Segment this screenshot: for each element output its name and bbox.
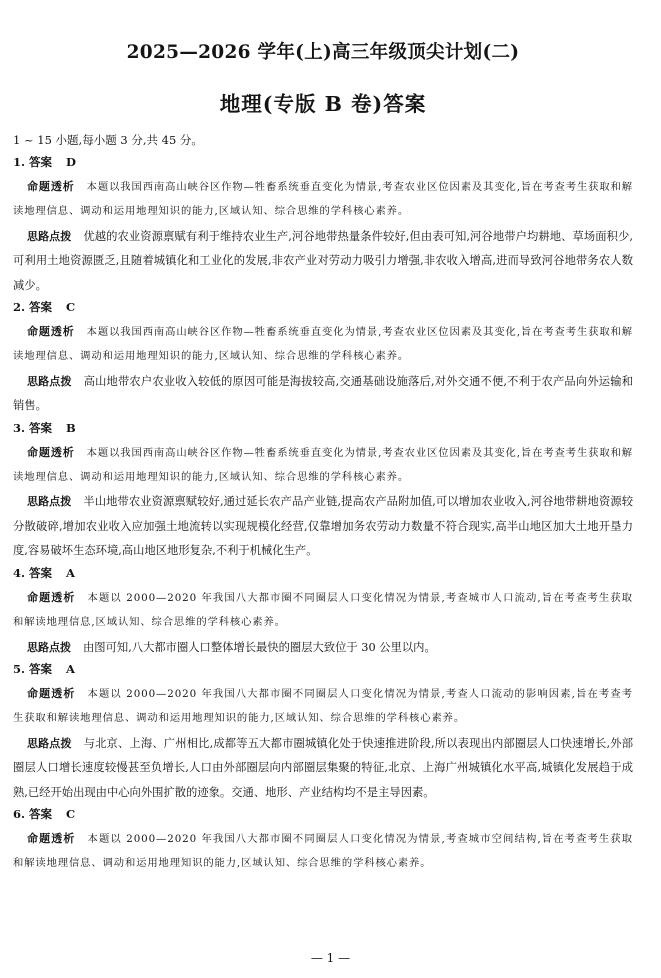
hint-paragraph: [13, 732, 633, 805]
question-number: 2.: [13, 300, 26, 315]
hint-text: 高山地带农户农业收入较低的原因可能是海拔较高,交通基础设施落后,对外交通不便,不利于农产品向外运输和销售。: [13, 374, 633, 413]
hint-paragraph: [13, 225, 633, 298]
question-number: 1.: [13, 155, 26, 169]
analysis-paragraph: [13, 586, 633, 635]
analysis-text: 本题以我国西南高山峡谷区作物—牲畜系统垂直变化为情景,考查农业区位因素及其变化,旨在考查考生获取和解读地理信息、调动和运用地理知识的能力,区域认知、综合思维的学科核心素养。: [13, 326, 633, 363]
question-number: 6.: [13, 806, 26, 821]
answer-line: [13, 565, 633, 581]
analysis-paragraph: [13, 827, 633, 876]
analysis-paragraph: [13, 175, 633, 224]
answer-line: [13, 420, 633, 436]
analysis-paragraph: [13, 682, 633, 731]
hint-paragraph: [13, 370, 633, 419]
hint-label: 思路点拨: [27, 374, 72, 388]
answer-line: [13, 299, 633, 315]
answer-label: 答案: [29, 420, 53, 435]
answer-letter: A: [66, 661, 75, 676]
answer-letter: A: [66, 565, 75, 580]
analysis-paragraph: [13, 320, 633, 369]
answer-label: 答案: [29, 565, 53, 580]
question-3: [13, 420, 633, 564]
question-number: 5.: [13, 661, 26, 676]
hint-text: 优越的农业资源禀赋有利于维持农业生产,河谷地带热量条件较好,但由表可知,河谷地带户均耕地、草场面积少,可利用土地资源匮乏,且随着城镇化和工业化的发展,非农产业对劳动力吸引力增强,非农收入增高,进而导致河谷地带务农人数减少。: [13, 229, 634, 292]
analysis-label: 命题透析: [27, 325, 75, 339]
hint-label: 思路点拨: [27, 229, 72, 243]
answer-letter: C: [66, 300, 76, 315]
question-1: [13, 154, 633, 298]
analysis-text: 本题以 2000—2020 年我国八大都市圈不同圈层人口变化情况为情景,考查人口流动的影响因素,旨在考查考生获取和解读地理信息、调动和运用地理知识的能力,区域认知、综合思维的学科核心素养。: [13, 687, 633, 725]
answer-line: [13, 154, 633, 170]
section-intro: 1 ~ 15 小题,每小题 3 分,共 45 分。: [13, 133, 203, 147]
page-subtitle: 地理(专版 B 卷)答案: [219, 92, 427, 116]
hint-paragraph: [13, 490, 633, 563]
hint-text: 与北京、上海、广州相比,成都等五大都市圈城镇化处于快速推进阶段,所以表现出内部圈层人口快速增长,外部圈层人口增长速度较慢甚至负增长,人口由外部圈层向内部圈层集聚的特征,北京、上海广州城镇化水平高,城镇化发展趋于成熟,已经开始出现由中心向外围扩散的迹象。交通、地形、产业结构均不是主导因素。: [13, 736, 633, 799]
analysis-label: 命题透析: [27, 445, 75, 459]
hint-label: 思路点拨: [27, 640, 71, 654]
hint-paragraph: [13, 636, 633, 660]
question-5: [13, 661, 633, 805]
question-number: 3.: [13, 420, 26, 435]
analysis-text: 本题以 2000—2020 年我国八大都市圈不同圈层人口变化情况为情景,考查城市空间结构,旨在考查考生获取和解读地理信息、调动和运用地理知识的能力,区域认知、综合思维的学科核心素养。: [13, 832, 633, 870]
answer-label: 答案: [29, 806, 53, 821]
answer-label: 答案: [29, 300, 53, 315]
question-2: [13, 299, 633, 419]
question-6: [13, 806, 633, 876]
analysis-label: 命题透析: [27, 180, 75, 193]
hint-text: 由图可知,八大都市圈人口整体增长最快的圈层大致位于 30 公里以内。: [83, 640, 436, 654]
analysis-label: 命题透析: [27, 590, 76, 604]
analysis-label: 命题透析: [27, 831, 76, 845]
hint-text: 半山地带农业资源禀赋较好,通过延长农产品产业链,提高农产品附加值,可以增加农业收入,河谷地带耕地资源较分散破碎,增加农业收入应加强土地流转以实现规模化经营,仅靠增加务农劳动力数量不符合现实,高半山地区加大土地开垦力度,容易破坏生态环境,高山地区地形复杂,不利于机械化生产。: [13, 495, 634, 558]
analysis-text: 本题以我国西南高山峡谷区作物—牲畜系统垂直变化为情景,考查农业区位因素及其变化,旨在考查考生获取和解读地理信息、调动和运用地理知识的能力,区域认知、综合思维的学科核心素养。: [13, 446, 633, 484]
answer-letter: D: [66, 155, 76, 169]
hint-label: 思路点拨: [27, 495, 72, 509]
answer-letter: C: [66, 806, 76, 821]
analysis-paragraph: [13, 441, 633, 490]
answer-label: 答案: [29, 661, 53, 676]
answer-line: [13, 661, 633, 677]
answer-label: 答案: [29, 155, 53, 169]
analysis-label: 命题透析: [27, 686, 76, 700]
analysis-text: 本题以我国西南高山峡谷区作物—牲畜系统垂直变化为情景,考查农业区位因素及其变化,旨在考查考生获取和解读地理信息、调动和运用地理知识的能力,区域认知、综合思维的学科核心素养。: [13, 181, 633, 218]
answer-line: [13, 806, 633, 822]
analysis-text: 本题以 2000—2020 年我国八大都市圈不同圈层人口变化情况为情景,考查城市人口流动,旨在考查考生获取和解读地理信息,区域认知、综合思维的学科核心素养。: [13, 591, 633, 629]
question-4: [13, 565, 633, 660]
answer-letter: B: [66, 420, 76, 435]
hint-label: 思路点拨: [27, 736, 72, 750]
question-number: 4.: [13, 565, 26, 580]
page-number: — 1 —: [310, 951, 351, 965]
page-title: 2025—2026 学年(上)高三年级顶尖计划(二): [126, 42, 520, 63]
